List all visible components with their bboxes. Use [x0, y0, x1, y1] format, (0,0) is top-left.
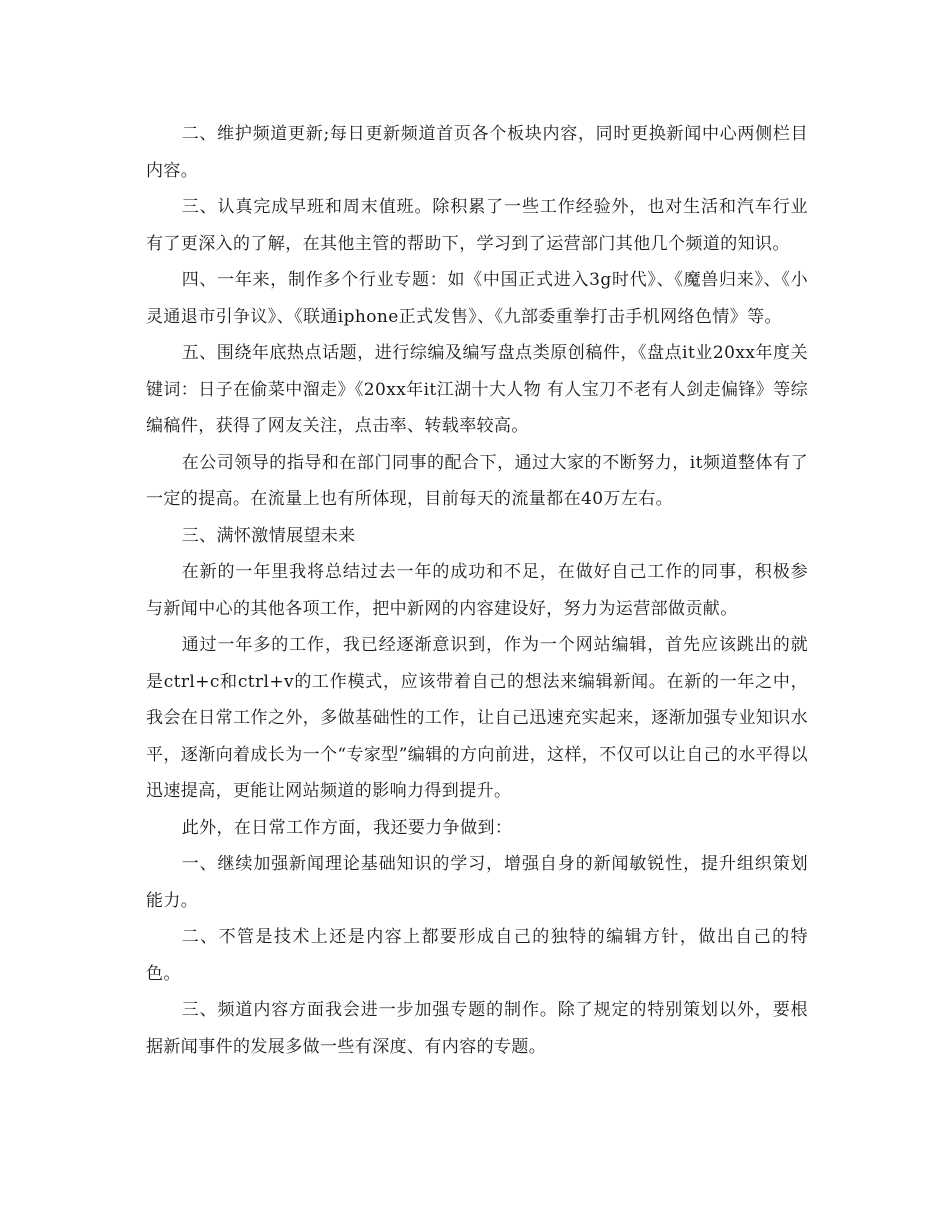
paragraph-year-end: 五、围绕年底热点话题，进行综编及编写盘点类原创稿件，《盘点it业20xx年度关键词：日子在偷菜中溜走》《20xx年it江湖十大人物 有人宝刀不老有人剑走偏锋》等综编稿件，获得了网友关注，点击率、转载率较高。 — [146, 343, 808, 436]
paragraph-reflection: 通过一年多的工作，我已经逐渐意识到，作为一个网站编辑，首先应该跳出的就是ctrl+c和ctrl+v的工作模式，应该带着自己的想法来编辑新闻。在新的一年之中，我会在日常工作之外，多做基础性的工作，让自己迅速充实起来，逐渐加强专业知识水平，逐渐向着成长为一个“专家型”编辑的方向前进，这样，不仅可以让自己的水平得以迅速提高，更能让网站频道的影响力得到提升。 — [146, 635, 808, 801]
paragraph-topics: 四、一年来，制作多个行业专题：如《中国正式进入3g时代》、《魔兽归来》、《小灵通退市引争议》、《联通iphone正式发售》、《九部委重拳打击手机网络色情》等。 — [146, 270, 808, 327]
paragraph-goals-intro: 此外，在日常工作方面，我还要力争做到： — [181, 817, 513, 838]
paragraph-channel-update: 二、维护频道更新;每日更新频道首页各个板块内容，同时更换新闻中心两侧栏目内容。 — [146, 124, 808, 181]
paragraph-goal-1: 一、继续加强新闻理论基础知识的学习，增强自身的新闻敏锐性，提升组织策划能力。 — [146, 854, 808, 911]
paragraph-goal-2: 二、不管是技术上还是内容上都要形成自己的独特的编辑方针，做出自己的特色。 — [146, 927, 808, 984]
section-heading-future: 三、满怀激情展望未来 — [181, 525, 356, 546]
paragraph-shifts: 三、认真完成早班和周末值班。除积累了一些工作经验外，也对生活和汽车行业有了更深入的了解，在其他主管的帮助下，学习到了运营部门其他几个频道的知识。 — [146, 197, 808, 254]
paragraph-new-year: 在新的一年里我将总结过去一年的成功和不足，在做好自己工作的同事，积极参与新闻中心的其他各项工作，把中新网的内容建设好，努力为运营部做贡献。 — [146, 562, 808, 619]
paragraph-goal-3: 三、频道内容方面我会进一步加强专题的制作。除了规定的特别策划以外，要根据新闻事件的发展多做一些有深度、有内容的专题。 — [146, 1000, 808, 1057]
paragraph-traffic: 在公司领导的指导和在部门同事的配合下，通过大家的不断努力，it频道整体有了一定的提高。在流量上也有所体现，目前每天的流量都在40万左右。 — [146, 452, 808, 509]
document-body — [146, 116, 808, 1065]
